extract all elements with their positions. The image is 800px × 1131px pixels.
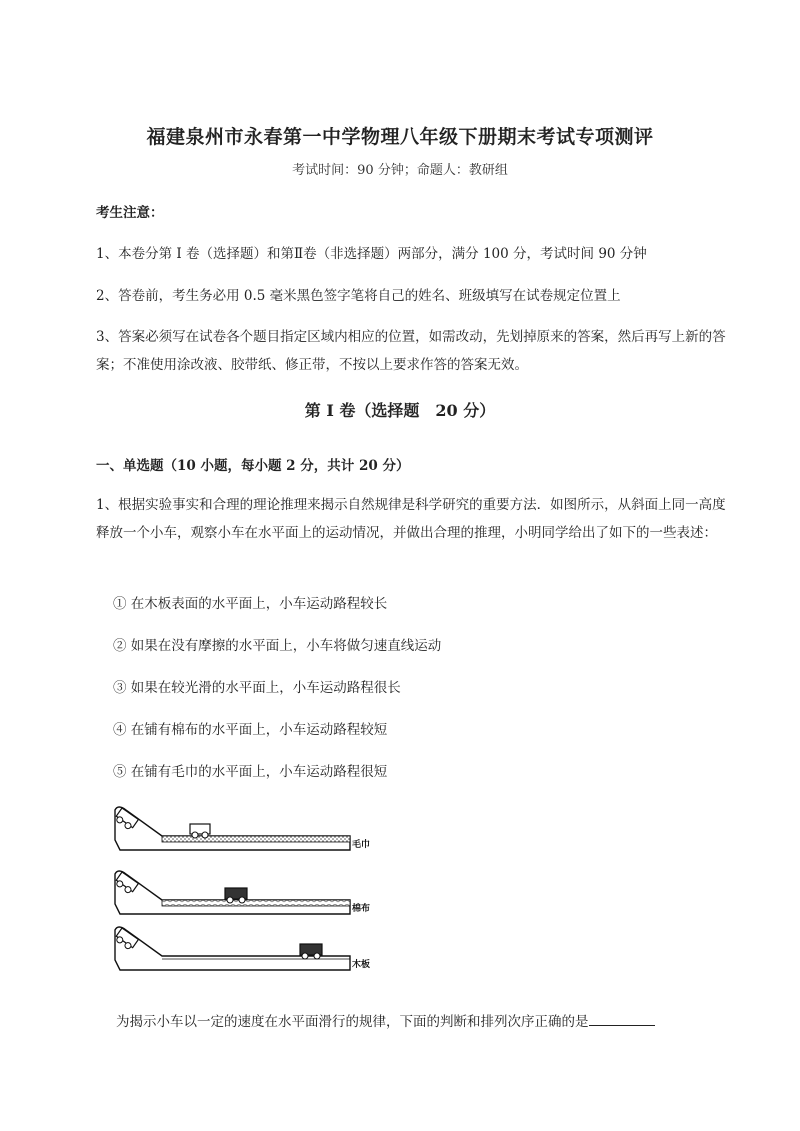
- question-1-ending: [116, 1010, 655, 1030]
- section-title: 第 I 卷（选择题 20 分）: [304, 401, 496, 420]
- label-towel: 毛巾: [352, 840, 371, 850]
- option-3: ③ 如果在较光滑的水平面上，小车运动路程很长: [113, 680, 401, 696]
- ramp-towel: [114, 807, 370, 850]
- page-title: 福建泉州市永春第一中学物理八年级下册期末考试专项测评: [146, 126, 654, 148]
- label-wood: 木板: [352, 960, 371, 970]
- question-1-ending-text: 为揭示小车以一定的速度在水平面滑行的规律，下面的判断和排列次序正确的是: [116, 1014, 589, 1030]
- answer-blank: [589, 1011, 655, 1026]
- notice-item-3: 3、答案必须写在试卷各个题目指定区域内相应的位置，如需改动，先划掉原来的答案，然后再写上新的答案；不准使用涂改液、胶带纸、修正带，不按以上要求作答的答案无效。: [96, 329, 726, 373]
- option-2: ② 如果在没有摩擦的水平面上，小车将做匀速直线运动: [113, 638, 442, 654]
- notice-heading: 考生注意：: [96, 205, 164, 221]
- question-1-stem: 1、根据实验事实和合理的理论推理来揭示自然规律是科学研究的重要方法．如图所示，从斜面上同一高度释放一个小车，观察小车在水平面上的运动情况，并做出合理的推理，小明同学给出了如下的一些表述：: [96, 497, 726, 541]
- option-5: ⑤ 在铺有毛巾的水平面上，小车运动路程很短: [113, 764, 388, 780]
- notice-item-1: 1、本卷分第 I 卷（选择题）和第Ⅱ卷（非选择题）两部分，满分 100 分，考试时间 90 分钟: [96, 246, 647, 262]
- question-group-heading: 一、单选题（10 小题，每小题 2 分，共计 20 分）: [96, 458, 410, 474]
- label-cotton: 棉布: [352, 904, 371, 914]
- ramp-cotton: [114, 871, 370, 914]
- option-1: ① 在木板表面的水平面上，小车运动路程较长: [113, 596, 388, 612]
- notice-item-2: 2、答卷前，考生务必用 0.5 毫米黑色签字笔将自己的姓名、班级填写在试卷规定位置上: [96, 288, 621, 304]
- option-4: ④ 在铺有棉布的水平面上，小车运动路程较短: [113, 722, 388, 738]
- ramp-experiment-figure: [110, 800, 390, 990]
- ramp-wood: [114, 927, 370, 970]
- exam-info: 考试时间：90 分钟；命题人：教研组: [292, 163, 508, 178]
